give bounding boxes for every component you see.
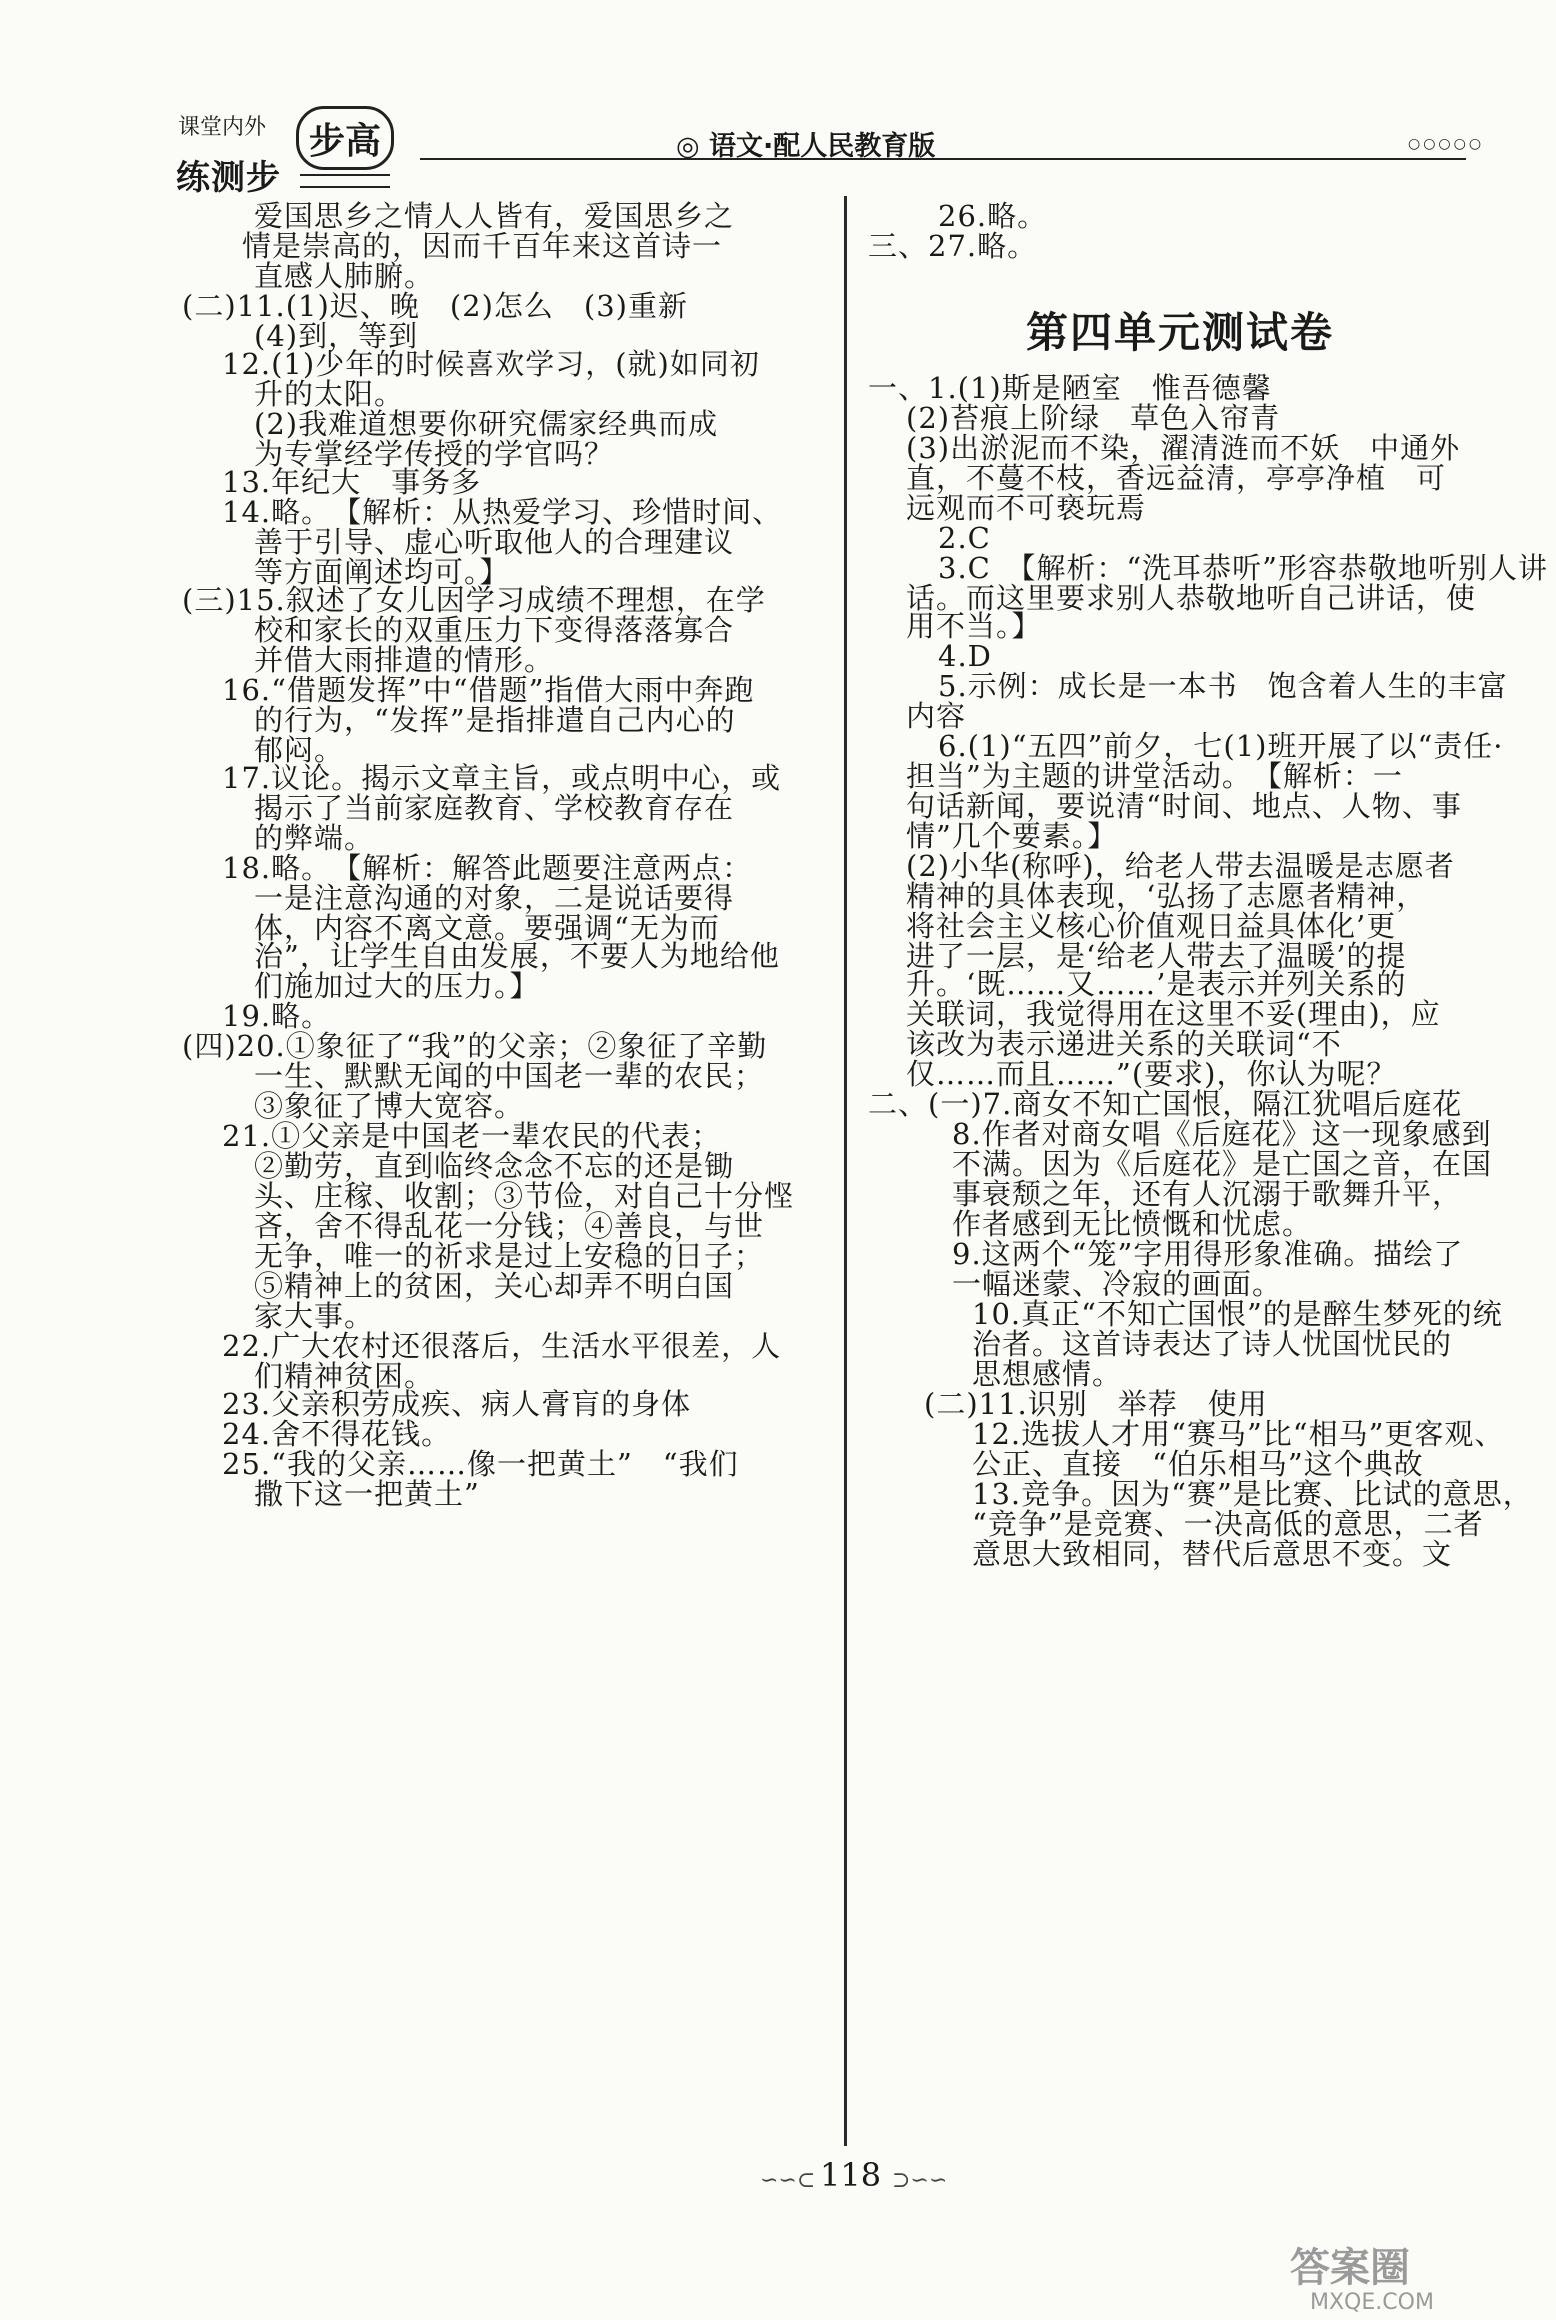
- right-lines-10: 用不当。】: [906, 609, 1042, 643]
- left-lines-12: 等方面阐述均可。】: [254, 555, 510, 589]
- right-lines-40: “竞争”是竞赛、一决高低的意思，二者: [972, 1507, 1484, 1541]
- left-lines-36: ⑤精神上的贫困，关心却弄不明白国: [254, 1269, 735, 1303]
- right-lines-6: 远观而不可亵玩焉: [906, 491, 1147, 525]
- left-lines-11: 善于引导、虚心听取他人的合理建议: [254, 525, 735, 559]
- column-divider: [844, 196, 847, 2146]
- right-lines-21: 进了一层，是‘给老人带去了温暖’的提: [906, 939, 1407, 973]
- left-lines-7: (2)我难道想要你研究儒家经典而成: [254, 407, 719, 441]
- right-lines-18: (2)小华(称呼)，给老人带去温暖是志愿者: [906, 849, 1455, 883]
- left-lines-38: 22.广大农村还很落后，生活水平很差，人: [222, 1329, 782, 1363]
- logo-text: 步高: [309, 121, 382, 162]
- page-header: [0, 0, 1556, 200]
- section-title: 第四单元测试卷: [1026, 308, 1335, 357]
- page-footer: [760, 2150, 960, 2210]
- left-lines-9: 13.年纪大 事务多: [222, 465, 482, 499]
- right-lines-3: (2)苔痕上阶绿 草色入帘青: [906, 401, 1281, 435]
- right-lines-15: 担当”为主题的讲堂活动。 【解析：一: [906, 759, 1403, 793]
- right-lines-7: 2.C: [938, 521, 991, 555]
- left-lines-15: 并借大雨排遣的情形。: [254, 643, 555, 677]
- right-lines-36: (二)11.识别 举荐 使用: [924, 1387, 1268, 1421]
- right-lines-31: 9.这两个“笼”字用得形象准确。描绘了: [952, 1237, 1464, 1271]
- right-lines-8: 3.C 【解析：“洗耳恭听”形容恭敬地听别人讲: [938, 551, 1549, 585]
- left-lines-21: 的弊端。: [254, 821, 375, 855]
- left-lines-29: 一生、默默无闻的中国老一辈的农民；: [254, 1059, 765, 1093]
- left-lines-41: 24.舍不得花钱。: [222, 1417, 452, 1451]
- right-lines-35: 思想感情。: [972, 1357, 1123, 1391]
- left-lines-39: 们精神贫困。: [254, 1359, 435, 1393]
- left-lines-18: 郁闷。: [254, 733, 345, 767]
- right-lines-2: 一、1.(1)斯是陋室 惟吾德馨: [868, 371, 1272, 405]
- left-lines-19: 17.议论。揭示文章主旨，或点明中心，或: [222, 761, 782, 795]
- left-lines-42: 25.“我的父亲……像一把黄土” “我们: [222, 1447, 739, 1481]
- right-lines-26: 二、(一)7.商女不知亡国恨，隔江犹唱后庭花: [868, 1087, 1463, 1121]
- right-lines-33: 10.真正“不知亡国恨”的是醉生梦死的统: [972, 1297, 1503, 1331]
- page-number: 118: [820, 2156, 882, 2194]
- right-lines-38: 公正、直接 “伯乐相马”这个典故: [972, 1447, 1424, 1481]
- right-lines-12: 5.示例：成长是一本书 饱含着人生的丰富: [938, 669, 1508, 703]
- right-lines-19: 精神的具体表现，‘弘扬了志愿者精神，: [906, 879, 1427, 913]
- watermark-url: MXQE.COM: [1310, 2290, 1434, 2315]
- left-lines-40: 23.父亲积劳成疾、病人膏肓的身体: [222, 1387, 692, 1421]
- left-lines-26: 们施加过大的压力。】: [254, 969, 540, 1003]
- left-lines-0: 爱国思乡之情人人皆有，爱国思乡之: [254, 199, 735, 233]
- right-lines-34: 治者。这首诗表达了诗人忧国忧民的: [972, 1327, 1453, 1361]
- left-lines-17: 的行为，“发挥”是指排遣自己内心的: [254, 703, 736, 737]
- right-lines-39: 13.竞争。因为“赛”是比赛、比试的意思，: [972, 1477, 1533, 1511]
- left-lines-34: 吝，舍不得乱花一分钱；④善良，与世: [254, 1209, 765, 1243]
- left-lines-5: 12.(1)少年的时候喜欢学习，(就)如同初: [222, 347, 760, 381]
- right-lines-27: 8.作者对商女唱《后庭花》这一现象感到: [952, 1117, 1492, 1151]
- right-lines-13: 内容: [906, 699, 967, 733]
- left-lines-23: 一是注意沟通的对象，二是说话要得: [254, 881, 735, 915]
- header-rule: [420, 158, 1466, 160]
- left-lines-14: 校和家长的双重压力下变得落落寡合: [254, 613, 735, 647]
- right-lines-41: 意思大致相同，替代后意思不变。文: [972, 1537, 1453, 1571]
- right-lines-0: 26.略。: [938, 199, 1048, 233]
- flourish-right-icon: ⊃∽∽: [892, 2168, 948, 2193]
- left-lines-13: (三)15.叙述了女儿因学习成绩不理想，在学: [182, 583, 766, 617]
- header-dots: ○○○○○: [1408, 136, 1485, 152]
- left-lines-1: 情是崇高的，因而千百年来这首诗一: [242, 229, 723, 263]
- left-lines-20: 揭示了当前家庭教育、学校教育存在: [254, 791, 735, 825]
- left-lines-22: 18.略。 【解析：解答此题要注意两点：: [222, 851, 753, 885]
- brand-subtitle: 课堂内外: [178, 115, 267, 140]
- left-lines-32: ②勤劳，直到临终念念不忘的还是锄: [254, 1149, 735, 1183]
- right-lines-5: 直，不蔓不枝，香远益清，亭亭净植 可: [906, 461, 1447, 495]
- subject-title: ◎ 语文·配人民教育版: [676, 131, 936, 162]
- right-lines-28: 不满。因为《后庭花》是亡国之音，在国: [952, 1147, 1493, 1181]
- left-lines-43: 撒下这一把黄土”: [254, 1477, 480, 1511]
- left-lines-31: 21.①父亲是中国老一辈农民的代表；: [222, 1119, 722, 1153]
- right-lines-14: 6.(1)“五四”前夕，七(1)班开展了以“责任·: [938, 729, 1504, 763]
- flourish-left-icon: ∽∽⊂: [760, 2168, 816, 2193]
- right-lines-11: 4.D: [938, 639, 992, 673]
- left-lines-3: (二)11.(1)迟、晚 (2)怎么 (3)重新: [182, 289, 688, 323]
- brand-title: 练测步: [176, 158, 281, 198]
- left-lines-37: 家大事。: [254, 1299, 375, 1333]
- right-lines-37: 12.选拔人才用“赛马”比“相马”更客观、: [972, 1417, 1505, 1451]
- left-lines-27: 19.略。: [222, 999, 332, 1033]
- left-lines-6: 升的太阳。: [254, 377, 405, 411]
- right-lines-4: (3)出淤泥而不染，濯清涟而不妖 中通外: [906, 431, 1461, 465]
- right-lines-17: 情”几个要素。】: [906, 819, 1118, 853]
- right-lines-29: 事衰颓之年，还有人沉溺于歌舞升平，: [952, 1177, 1463, 1211]
- right-lines-24: 该改为表示递进关系的关联词“不: [906, 1027, 1342, 1061]
- left-lines-10: 14.略。 【解析：从热爱学习、珍惜时间、: [222, 495, 783, 529]
- left-lines-4: (4)到，等到: [254, 319, 419, 353]
- left-lines-33: 头、庄稼、收割；③节俭，对自己十分悭: [254, 1179, 795, 1213]
- left-lines-30: ③象征了博大宽容。: [254, 1089, 525, 1123]
- left-lines-8: 为专掌经学传授的学官吗？: [254, 437, 615, 471]
- right-lines-1: 三、27.略。: [868, 229, 1038, 263]
- right-lines-30: 作者感到无比愤慨和忧虑。: [952, 1207, 1313, 1241]
- right-lines-16: 句话新闻，要说清“时间、地点、人物、事: [906, 789, 1462, 823]
- left-lines-35: 无争，唯一的祈求是过上安稳的日子；: [254, 1239, 765, 1273]
- right-lines-23: 关联词，我觉得用在这里不妥(理由)，应: [906, 997, 1441, 1031]
- left-lines-28: (四)20.①象征了“我”的父亲；②象征了辛勤: [182, 1029, 768, 1063]
- right-lines-22: 升。‘既……又……’是表示并列关系的: [906, 967, 1407, 1001]
- header-ornament: [300, 174, 390, 188]
- left-lines-16: 16.“借题发挥”中“借题”指借大雨中奔跑: [222, 673, 755, 707]
- left-lines-2: 直感人肺腑。: [254, 259, 435, 293]
- watermark-logo: 答案圈: [1290, 2245, 1410, 2291]
- right-lines-20: 将社会主义核心价值观日益具体化’更: [906, 909, 1397, 943]
- right-lines-9: 话。而这里要求别人恭敬地听自己讲话，使: [906, 581, 1477, 615]
- right-lines-25: 仅……而且……”(要求)，你认为呢？: [906, 1057, 1397, 1091]
- left-lines-24: 体，内容不离文意。要强调“无为而: [254, 911, 720, 945]
- right-lines-32: 一幅迷蒙、冷寂的画面。: [952, 1267, 1283, 1301]
- left-lines-25: 治”，让学生自由发展，不要人为地给他: [254, 939, 780, 973]
- brand-logo: [296, 106, 394, 170]
